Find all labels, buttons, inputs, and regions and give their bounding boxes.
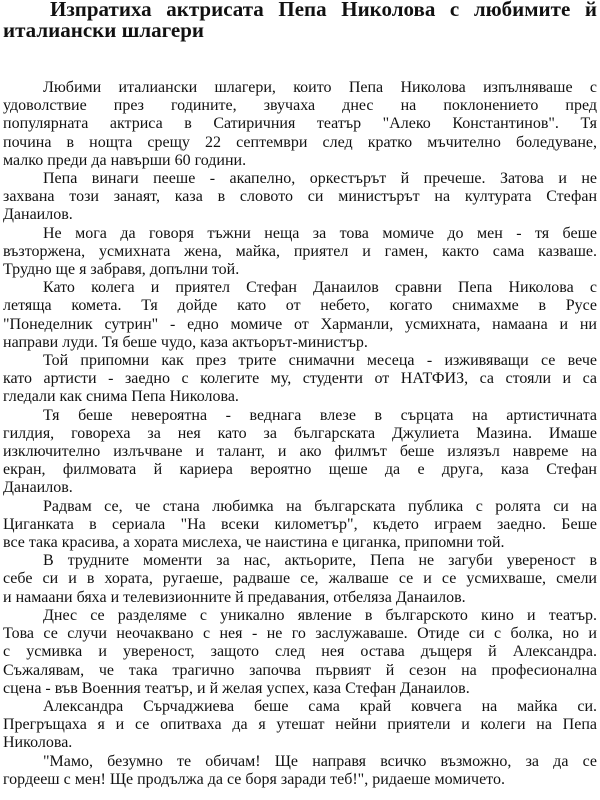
paragraph-line: Александра Сърчаджиева беше сама край ковчега на майка си. (43, 697, 597, 715)
paragraph-line: изключително излъчване и талант, и ако филмът беше излязъл навреме на (3, 443, 597, 461)
paragraph (3, 225, 597, 280)
paragraph-line: почина в нощта срещу 22 септември след кратко мъчително боледуване, (3, 133, 597, 151)
paragraph-line: захвана този занаят, каза в словото си министърът на културата Стефан (3, 188, 597, 206)
paragraph-line: Циганката в сериала "На всеки километър", където играем заедно. Беше (3, 515, 597, 533)
paragraph (3, 552, 597, 607)
paragraph-line: Той припомни как през трите снимачни месеца - изживяващи се вече (43, 352, 597, 370)
paragraph (3, 407, 597, 498)
paragraph (3, 79, 597, 170)
paragraph (3, 607, 597, 698)
paragraph (3, 279, 597, 352)
paragraph (3, 698, 597, 753)
paragraph-line: все така красива, а хората мислеха, че наистина е циганка, припомни той. (3, 534, 505, 552)
paragraph-line: Данаилов. (3, 206, 73, 224)
paragraph-line: удоволствие през годините, звучаха днес на поклонението пред (3, 97, 597, 115)
paragraph (3, 170, 597, 225)
paragraph-line: Пепа винаги пееше - акапелно, оркестърът й пречеше. Затова и не (43, 170, 597, 188)
paragraph-line: гледали как снима Пепа Николова. (3, 388, 239, 406)
paragraph (3, 498, 597, 553)
paragraph (3, 352, 597, 407)
paragraph-line: Не мога да говоря тъжни неща за това момиче до мен - тя беше (43, 224, 597, 242)
paragraph-line: Съжалявам, че така трагично започва първият й сезон на професионална (3, 661, 597, 679)
paragraph-line: популярната актриса в Сатиричния театър "Алеко Константинов". Тя (3, 115, 597, 133)
paragraph-line: Радвам се, че стана любимка на българската публика с ролята си на (43, 497, 597, 515)
paragraph-line: Тя беше невероятна - веднага влезе в сърцата на артистичната (43, 406, 597, 424)
paragraph-line: Днес се разделяме с уникално явление в българското кино и театър. (43, 606, 597, 624)
paragraph-line: с усмивка и увереност, защото след нея остава дъщеря й Александра. (3, 643, 597, 661)
paragraph-line: В трудните моменти за нас, актьорите, Пепа не загуби увереност в (43, 552, 597, 570)
paragraph-line: Николова. (3, 734, 73, 752)
paragraph-line: "Понеделник сутрин" - едно момиче от Харманли, усмихната, намаана и ни (3, 315, 597, 333)
paragraph-line: възторжена, усмихната жена, майка, приятел и гамен, както сама казваше. (3, 242, 597, 260)
title-line: Изпратиха актрисата Пепа Николова с любимите й (50, 0, 597, 21)
paragraph-line: Данаилов. (3, 479, 73, 497)
paragraph-line: като артисти - заедно с колегите му, студенти от НАТФИЗ, са стояли и са (3, 370, 597, 388)
paragraph-line: гилдия, говореха за нея като за българската Джулиета Мазина. Имаше (3, 424, 597, 442)
paragraph-line: Трудно ще я забравя, допълни той. (3, 261, 240, 279)
paragraph-line: летяща комета. Тя дойде като от небето, когато снимахме в Русе (3, 297, 597, 315)
article-title (3, 0, 597, 41)
paragraph-line: Това се случи неочаквано с нея - не го заслужаваше. Отиде си с болка, но и (3, 625, 597, 643)
title-line: италиански шлагери (3, 18, 204, 42)
paragraph-line: Като колега и приятел Стефан Данаилов сравни Пепа Николова с (43, 279, 597, 297)
paragraph-line: направи луди. Тя беше чудо, каза актьорът-министър. (3, 333, 368, 351)
paragraph-line: гордееш с мен! Ще продължа да се боря заради теб!", ридаеше момичето. (3, 770, 505, 788)
article-body (3, 79, 597, 789)
paragraph-line: и намаани бяха и телевизионните й предавания, отбеляза Данаилов. (3, 588, 466, 606)
paragraph-line: екран, филмовата й кариера вероятно щеше да е друга, каза Стефан (3, 461, 597, 479)
paragraph-line: Прегръщаха я и се опитваха да я утешат нейни приятели и колеги на Пепа (3, 716, 597, 734)
paragraph-line: малко преди да навърши 60 години. (3, 151, 247, 169)
paragraph (3, 753, 597, 789)
paragraph-line: себе си и в хората, ругаеше, радваше се, жалваше се и се усмихваше, смели (3, 570, 597, 588)
paragraph-line: сцена - във Военния театър, и й желая успех, каза Стефан Данаилов. (3, 679, 470, 697)
paragraph-line: "Мамо, безумно те обичам! Ще направя всичко възможно, за да се (43, 752, 597, 770)
paragraph-line: Любими италиански шлагери, които Пепа Николова изпълняваше с (43, 79, 597, 96)
